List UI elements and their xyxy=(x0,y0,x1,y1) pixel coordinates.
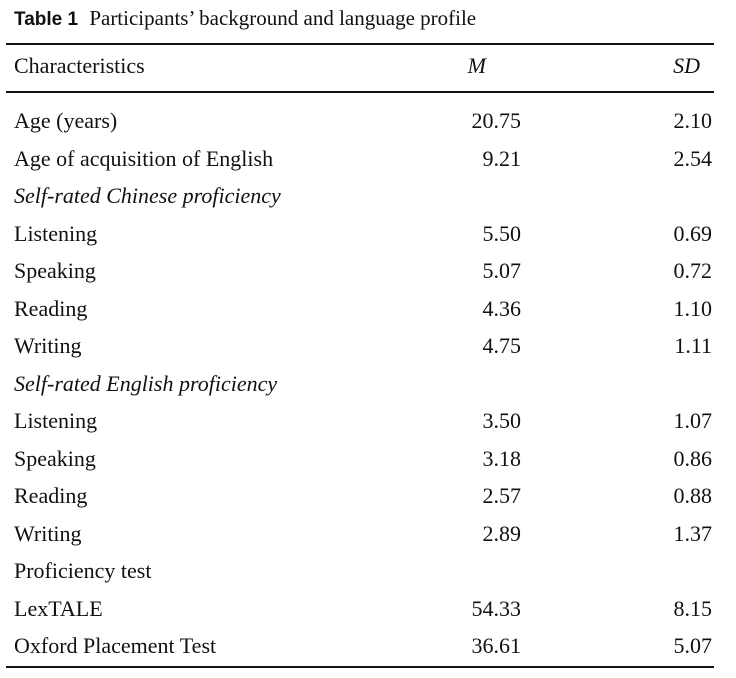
row-sd: 0.88 xyxy=(673,483,712,508)
row-label: Listening xyxy=(14,220,98,246)
row-label: Speaking xyxy=(14,445,96,471)
row-sd: 1.11 xyxy=(674,333,712,358)
row-sd: 1.37 xyxy=(673,520,712,546)
row-label: Reading xyxy=(14,483,88,508)
table-row xyxy=(0,590,736,627)
row-label: Age of acquisition of English xyxy=(14,145,274,171)
row-mean: 5.07 xyxy=(482,258,521,283)
table-section-row xyxy=(0,552,736,589)
row-sd: 1.07 xyxy=(673,408,712,433)
row-mean: 3.18 xyxy=(482,445,521,471)
table-row xyxy=(0,515,736,552)
row-mean: 3.50 xyxy=(482,408,521,433)
bottom-rule xyxy=(6,666,714,668)
table-row xyxy=(0,290,736,327)
table-caption xyxy=(14,3,476,33)
row-label: Oxford Placement Test xyxy=(14,633,217,658)
section-label: Self-rated English proficiency xyxy=(14,370,278,396)
table-header-row xyxy=(0,47,736,84)
table-caption-label: Table 1 xyxy=(14,9,79,30)
top-rule xyxy=(6,43,714,45)
row-mean: 2.57 xyxy=(482,483,521,508)
table-section-row xyxy=(0,177,736,214)
table-row xyxy=(0,402,736,439)
row-sd: 1.10 xyxy=(673,295,712,321)
table-row xyxy=(0,140,736,177)
table-row xyxy=(0,440,736,477)
table-row xyxy=(0,215,736,252)
row-label: Writing xyxy=(14,520,82,546)
table-caption-title: Participants’ background and language profile xyxy=(89,6,477,30)
table-row xyxy=(0,102,736,139)
table-row xyxy=(0,477,736,514)
row-label: Writing xyxy=(14,333,82,358)
row-sd: 8.15 xyxy=(673,595,712,621)
row-sd: 2.54 xyxy=(673,145,712,171)
row-sd: 0.86 xyxy=(673,445,712,471)
row-sd: 2.10 xyxy=(673,108,712,133)
row-sd: 0.72 xyxy=(673,258,712,283)
row-mean: 2.89 xyxy=(482,520,521,546)
row-label: Listening xyxy=(14,408,98,433)
header-rule xyxy=(6,91,714,93)
row-label: LexTALE xyxy=(14,595,103,621)
table-row xyxy=(0,327,736,364)
table-row xyxy=(0,627,736,664)
header-sd: SD xyxy=(673,53,700,78)
header-mean: M xyxy=(467,53,486,78)
row-label: Reading xyxy=(14,295,88,321)
row-sd: 0.69 xyxy=(673,220,712,246)
row-label: Speaking xyxy=(14,258,96,283)
row-label: Age (years) xyxy=(14,108,118,133)
row-mean: 9.21 xyxy=(482,145,521,171)
section-label: Proficiency test xyxy=(14,558,152,583)
row-mean: 20.75 xyxy=(471,108,521,133)
header-characteristics: Characteristics xyxy=(14,53,145,78)
table-section-row xyxy=(0,365,736,402)
row-mean: 5.50 xyxy=(482,220,521,246)
row-mean: 4.75 xyxy=(482,333,521,358)
section-label: Self-rated Chinese proficiency xyxy=(14,183,281,208)
row-mean: 54.33 xyxy=(471,595,521,621)
table-row xyxy=(0,252,736,289)
row-mean: 4.36 xyxy=(482,295,521,321)
row-mean: 36.61 xyxy=(471,633,521,658)
row-sd: 5.07 xyxy=(673,633,712,658)
